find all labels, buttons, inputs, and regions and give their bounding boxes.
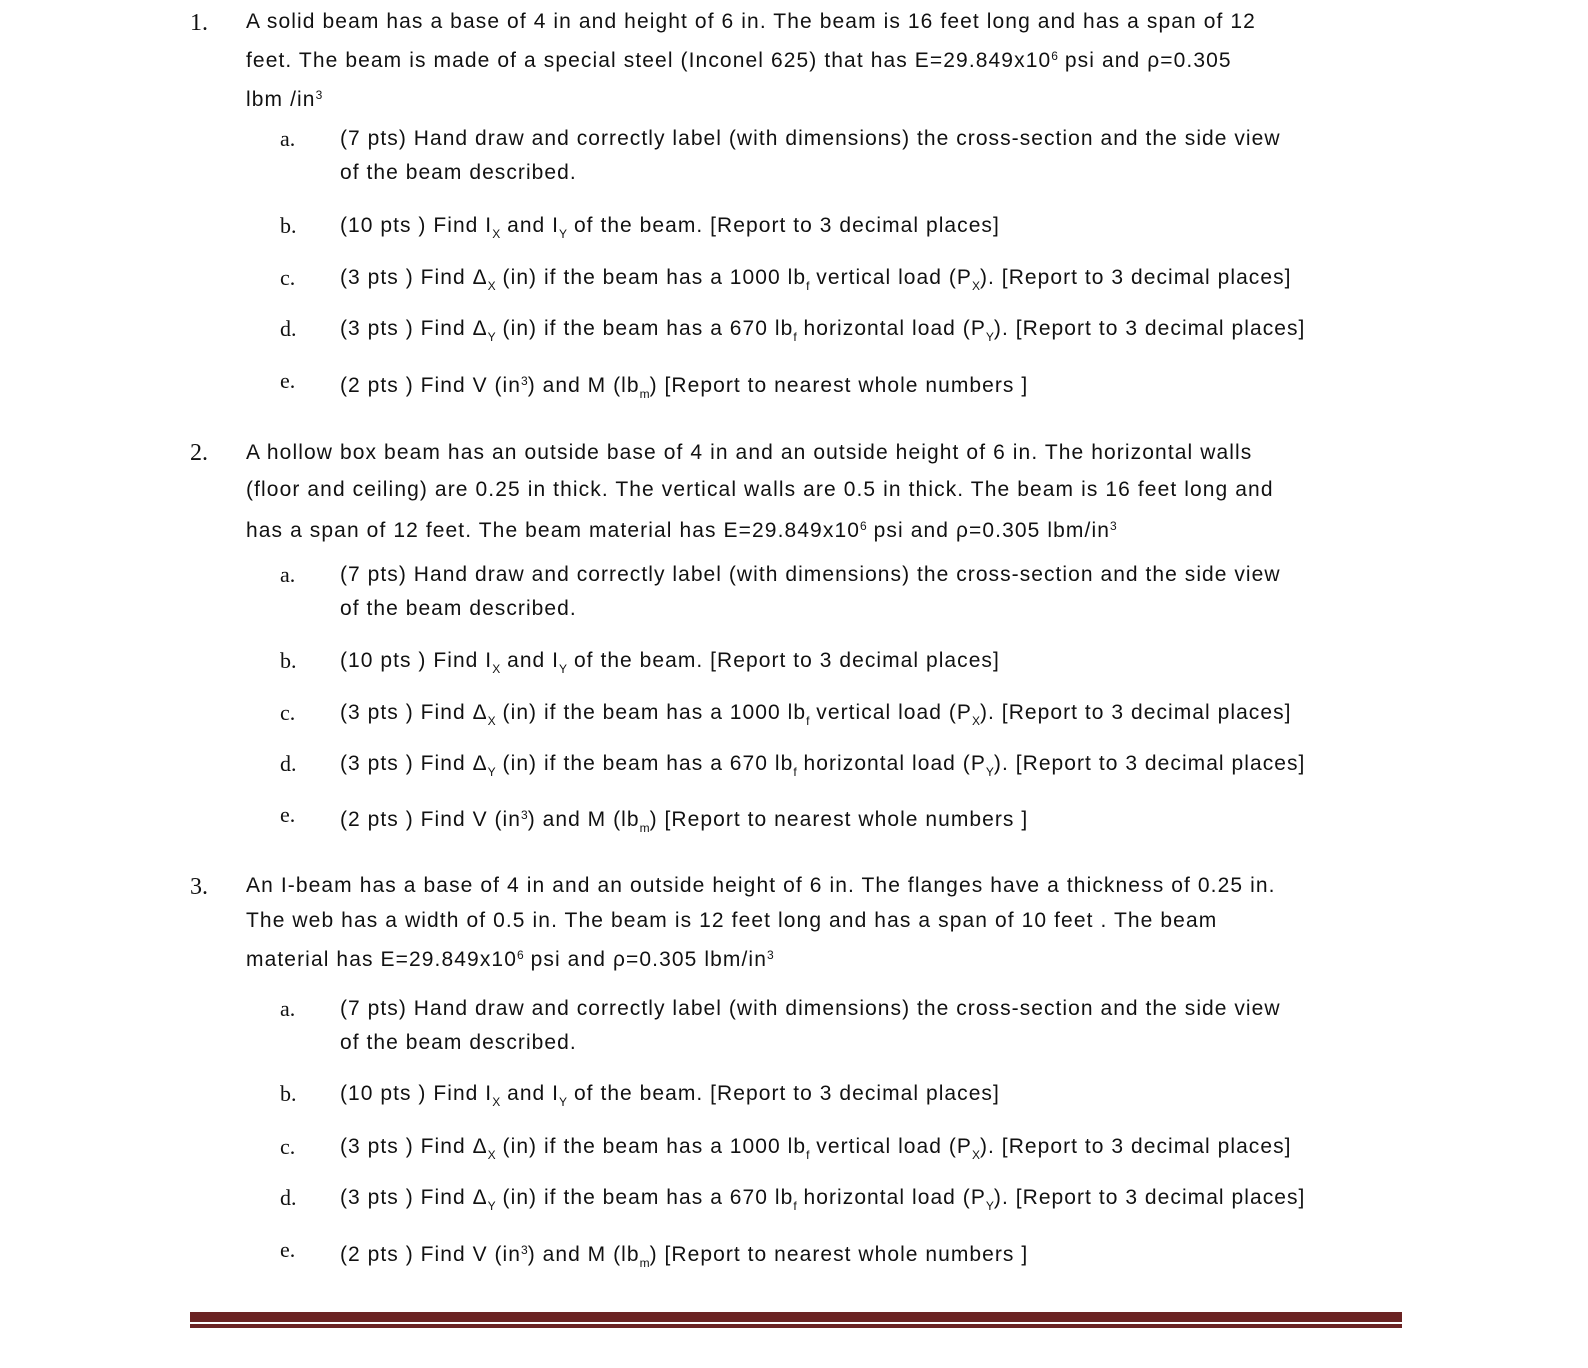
statement-line: material has $E=29.849x10^6$ psi and ρ=0.305 lbm/$in^3$ xyxy=(246,948,774,971)
subpart-letter: a. xyxy=(280,126,296,151)
subpart-letter: b. xyxy=(280,213,297,238)
problem-number: 3. xyxy=(190,874,208,900)
subpart-letter: d. xyxy=(280,316,297,341)
subpart-text: (2 pts ) Find V $(in^3)$ and M $(lb_m)$ [Report to nearest whole numbers ] xyxy=(340,808,1029,835)
subpart-text: (10 pts ) Find $I_X$ and $I_Y$ of the beam. [Report to 3 decimal places] xyxy=(340,214,1000,241)
subpart-letter: e. xyxy=(280,802,296,827)
problem-number: 1. xyxy=(190,10,208,36)
subpart-text: (7 pts) Hand draw and correctly label (with dimensions) the cross-section and the side view of the beam described. xyxy=(340,127,1281,184)
subpart-text: (3 pts ) Find $\Delta_X$ (in) if the beam has a 1000 $lb_f$ vertical load $(P_X)$. [Report to 3 decimal places] xyxy=(340,266,1292,293)
subpart-letter: b. xyxy=(280,1081,297,1106)
subpart-letter: b. xyxy=(280,648,297,673)
subpart-letter: c. xyxy=(280,700,296,725)
problem-number: 2. xyxy=(190,440,208,466)
statement-line: feet. The beam is made of a special steel (Inconel 625) that has $E=29.849x10^6$ psi and ρ=0.305 xyxy=(246,49,1232,72)
statement-line: lbm $/in^3$ xyxy=(246,88,323,111)
statement-line: An I-beam has a base of 4 in and an outside height of 6 in. The flanges have a thickness of 0.25 in. xyxy=(246,874,1276,897)
subpart-text: (7 pts) Hand draw and correctly label (with dimensions) the cross-section and the side view of the beam described. xyxy=(340,997,1281,1054)
subpart-text: (3 pts ) Find $\Delta_Y$ (in) if the beam has a 670 $lb_f$ horizontal load $(P_Y)$. [Report to 3 decimal places] xyxy=(340,1186,1306,1213)
problem-statement xyxy=(246,868,1426,977)
subpart-text: (7 pts) Hand draw and correctly label (with dimensions) the cross-section and the side view of the beam described. xyxy=(340,563,1281,620)
subpart-text: (3 pts ) Find $\Delta_Y$ (in) if the beam has a 670 $lb_f$ horizontal load $(P_Y)$. [Report to 3 decimal places] xyxy=(340,752,1306,779)
subpart-letter: a. xyxy=(280,996,296,1021)
subpart-letter: d. xyxy=(280,751,297,776)
subpart-text: (10 pts ) Find $I_X$ and $I_Y$ of the beam. [Report to 3 decimal places] xyxy=(340,1082,1000,1109)
problem-statement xyxy=(246,434,1426,549)
statement-line: (floor and ceiling) are 0.25 in thick. The vertical walls are 0.5 in thick. The beam is 16 feet long and xyxy=(246,478,1274,501)
statement-line: The web has a width of 0.5 in. The beam is 12 feet long and has a span of 10 feet . The beam xyxy=(246,909,1218,932)
subpart-letter: c. xyxy=(280,265,296,290)
subpart-letter: e. xyxy=(280,1237,296,1262)
subpart-text: (3 pts ) Find $\Delta_X$ (in) if the beam has a 1000 $lb_f$ vertical load $(P_X)$. [Report to 3 decimal places] xyxy=(340,701,1292,728)
statement-line: A solid beam has a base of 4 in and height of 6 in. The beam is 16 feet long and has a span of 12 xyxy=(246,10,1256,33)
subpart-letter: e. xyxy=(280,368,296,393)
subpart-letter: d. xyxy=(280,1185,297,1210)
subpart-text: (3 pts ) Find $\Delta_Y$ (in) if the beam has a 670 $lb_f$ horizontal load $(P_Y)$. [Report to 3 decimal places] xyxy=(340,317,1306,344)
footer-rule xyxy=(190,1312,1402,1324)
subpart-text: (2 pts ) Find V $(in^3)$ and M $(lb_m)$ [Report to nearest whole numbers ] xyxy=(340,1243,1029,1270)
subpart-letter: a. xyxy=(280,562,296,587)
problem-statement xyxy=(246,4,1426,117)
subpart-text: (10 pts ) Find $I_X$ and $I_Y$ of the beam. [Report to 3 decimal places] xyxy=(340,649,1000,676)
subpart-letter: c. xyxy=(280,1134,296,1159)
subpart-text: (2 pts ) Find V $(in^3)$ and M $(lb_m)$ [Report to nearest whole numbers ] xyxy=(340,374,1029,401)
statement-line: has a span of 12 feet. The beam material has $E=29.849x10^6$ psi and ρ=0.305 lbm/$in^3$ xyxy=(246,519,1117,542)
statement-line: A hollow box beam has an outside base of 4 in and an outside height of 6 in. The horizontal walls xyxy=(246,441,1253,464)
subpart-text: (3 pts ) Find $\Delta_X$ (in) if the beam has a 1000 $lb_f$ vertical load $(P_X)$. [Report to 3 decimal places] xyxy=(340,1135,1292,1162)
